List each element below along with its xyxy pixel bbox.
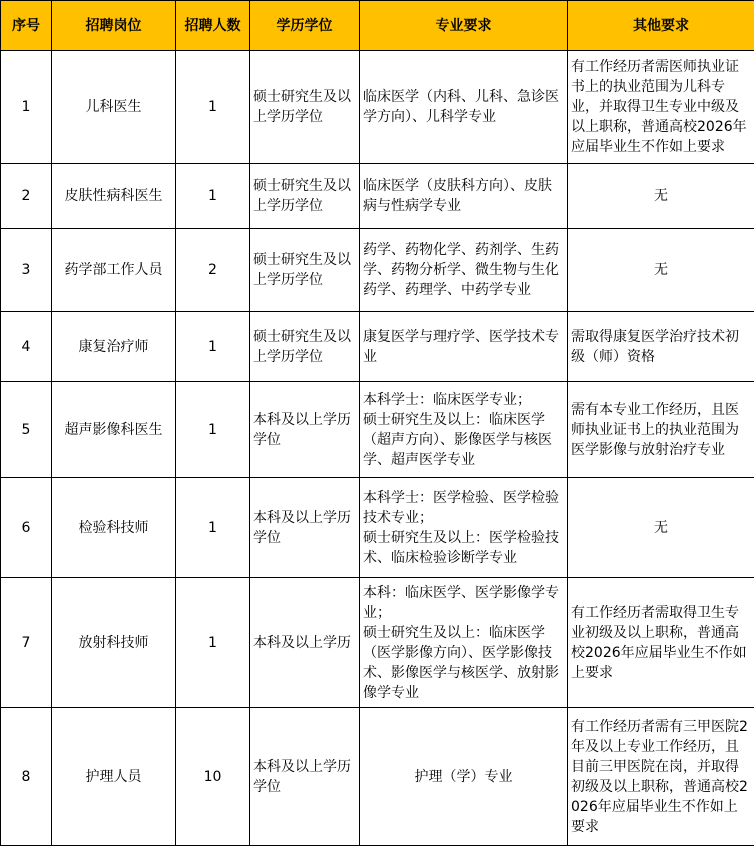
row-position: 检验科技师 xyxy=(52,478,176,578)
row-other: 无 xyxy=(568,229,754,312)
row-no: 4 xyxy=(1,312,52,382)
row-major xyxy=(360,382,568,478)
row-other: 需取得康复医学治疗技术初级（师）资格 xyxy=(568,312,754,382)
row-education: 硕士研究生及以上学历学位 xyxy=(250,312,360,382)
row-education: 本科及以上学历学位 xyxy=(250,708,360,846)
table-row xyxy=(1,578,754,708)
row-major xyxy=(360,708,568,846)
row-other: 无 xyxy=(568,164,754,229)
row-major-line: 护理（学）专业 xyxy=(363,767,564,787)
row-education: 硕士研究生及以上学历学位 xyxy=(250,51,360,164)
row-major xyxy=(360,164,568,229)
table-row xyxy=(1,312,754,382)
table-row xyxy=(1,51,754,164)
row-education: 本科及以上学历学位 xyxy=(250,478,360,578)
row-count: 10 xyxy=(176,708,250,846)
row-count: 1 xyxy=(176,51,250,164)
row-count: 2 xyxy=(176,229,250,312)
row-major-line: 本科学士：临床医学专业； xyxy=(363,390,564,410)
row-other: 有工作经历者需取得卫生专业初级及以上职称，普通高校2026年应届毕业生不作如上要求 xyxy=(568,578,754,708)
row-education: 硕士研究生及以上学历学位 xyxy=(250,229,360,312)
row-other: 有工作经历者需有三甲医院2年及以上专业工作经历，且目前三甲医院在岗，并取得初级及以上职称，普通高校2026年应届毕业生不作如上要求 xyxy=(568,708,754,846)
header-education: 学历学位 xyxy=(250,1,360,51)
row-count: 1 xyxy=(176,578,250,708)
row-major-line: 硕士研究生及以上：医学检验技术、临床检验诊断学专业 xyxy=(363,528,564,568)
header-row xyxy=(1,1,754,51)
row-education: 本科及以上学历学位 xyxy=(250,382,360,478)
row-other: 需有本专业工作经历，且医师执业证书上的执业范围为医学影像与放射治疗专业 xyxy=(568,382,754,478)
row-count: 1 xyxy=(176,382,250,478)
table-row xyxy=(1,229,754,312)
row-major xyxy=(360,312,568,382)
row-position: 护理人员 xyxy=(52,708,176,846)
row-other: 无 xyxy=(568,478,754,578)
table-row xyxy=(1,164,754,229)
table-row xyxy=(1,708,754,846)
row-major xyxy=(360,229,568,312)
row-major-line: 本科学士：医学检验、医学检验技术专业； xyxy=(363,488,564,528)
row-major xyxy=(360,51,568,164)
row-major xyxy=(360,578,568,708)
header-major: 专业要求 xyxy=(360,1,568,51)
row-position: 药学部工作人员 xyxy=(52,229,176,312)
row-major-line: 硕士研究生及以上：临床医学（超声方向）、影像医学与核医学、超声医学专业 xyxy=(363,410,564,470)
row-education: 本科及以上学历 xyxy=(250,578,360,708)
row-count: 1 xyxy=(176,164,250,229)
row-position: 皮肤性病科医生 xyxy=(52,164,176,229)
row-no: 1 xyxy=(1,51,52,164)
table-row xyxy=(1,478,754,578)
row-education: 硕士研究生及以上学历学位 xyxy=(250,164,360,229)
header-no: 序号 xyxy=(1,1,52,51)
row-no: 2 xyxy=(1,164,52,229)
row-count: 1 xyxy=(176,478,250,578)
row-major-line: 硕士研究生及以上：临床医学（医学影像方向）、医学影像技术、影像医学与核医学、放射影像学专业 xyxy=(363,623,564,703)
row-position: 放射科技师 xyxy=(52,578,176,708)
header-position: 招聘岗位 xyxy=(52,1,176,51)
header-other: 其他要求 xyxy=(568,1,754,51)
row-count: 1 xyxy=(176,312,250,382)
row-position: 超声影像科医生 xyxy=(52,382,176,478)
row-position: 儿科医生 xyxy=(52,51,176,164)
row-no: 8 xyxy=(1,708,52,846)
row-position: 康复治疗师 xyxy=(52,312,176,382)
row-major-line: 康复医学与理疗学、医学技术专业 xyxy=(363,327,564,367)
row-no: 7 xyxy=(1,578,52,708)
row-major-line: 临床医学（内科、儿科、急诊医学方向）、儿科学专业 xyxy=(363,87,564,127)
row-major-line: 临床医学（皮肤科方向）、皮肤病与性病学专业 xyxy=(363,176,564,216)
row-major-line: 药学、药物化学、药剂学、生药学、药物分析学、微生物与生化药学、药理学、中药学专业 xyxy=(363,240,564,300)
row-no: 5 xyxy=(1,382,52,478)
header-count: 招聘人数 xyxy=(176,1,250,51)
row-other: 有工作经历者需医师执业证书上的执业范围为儿科专业，并取得卫生专业中级及以上职称，普通高校2026年应届毕业生不作如上要求 xyxy=(568,51,754,164)
table-row xyxy=(1,382,754,478)
row-no: 6 xyxy=(1,478,52,578)
row-major xyxy=(360,478,568,578)
row-no: 3 xyxy=(1,229,52,312)
row-major-line: 本科：临床医学、医学影像学专业； xyxy=(363,583,564,623)
